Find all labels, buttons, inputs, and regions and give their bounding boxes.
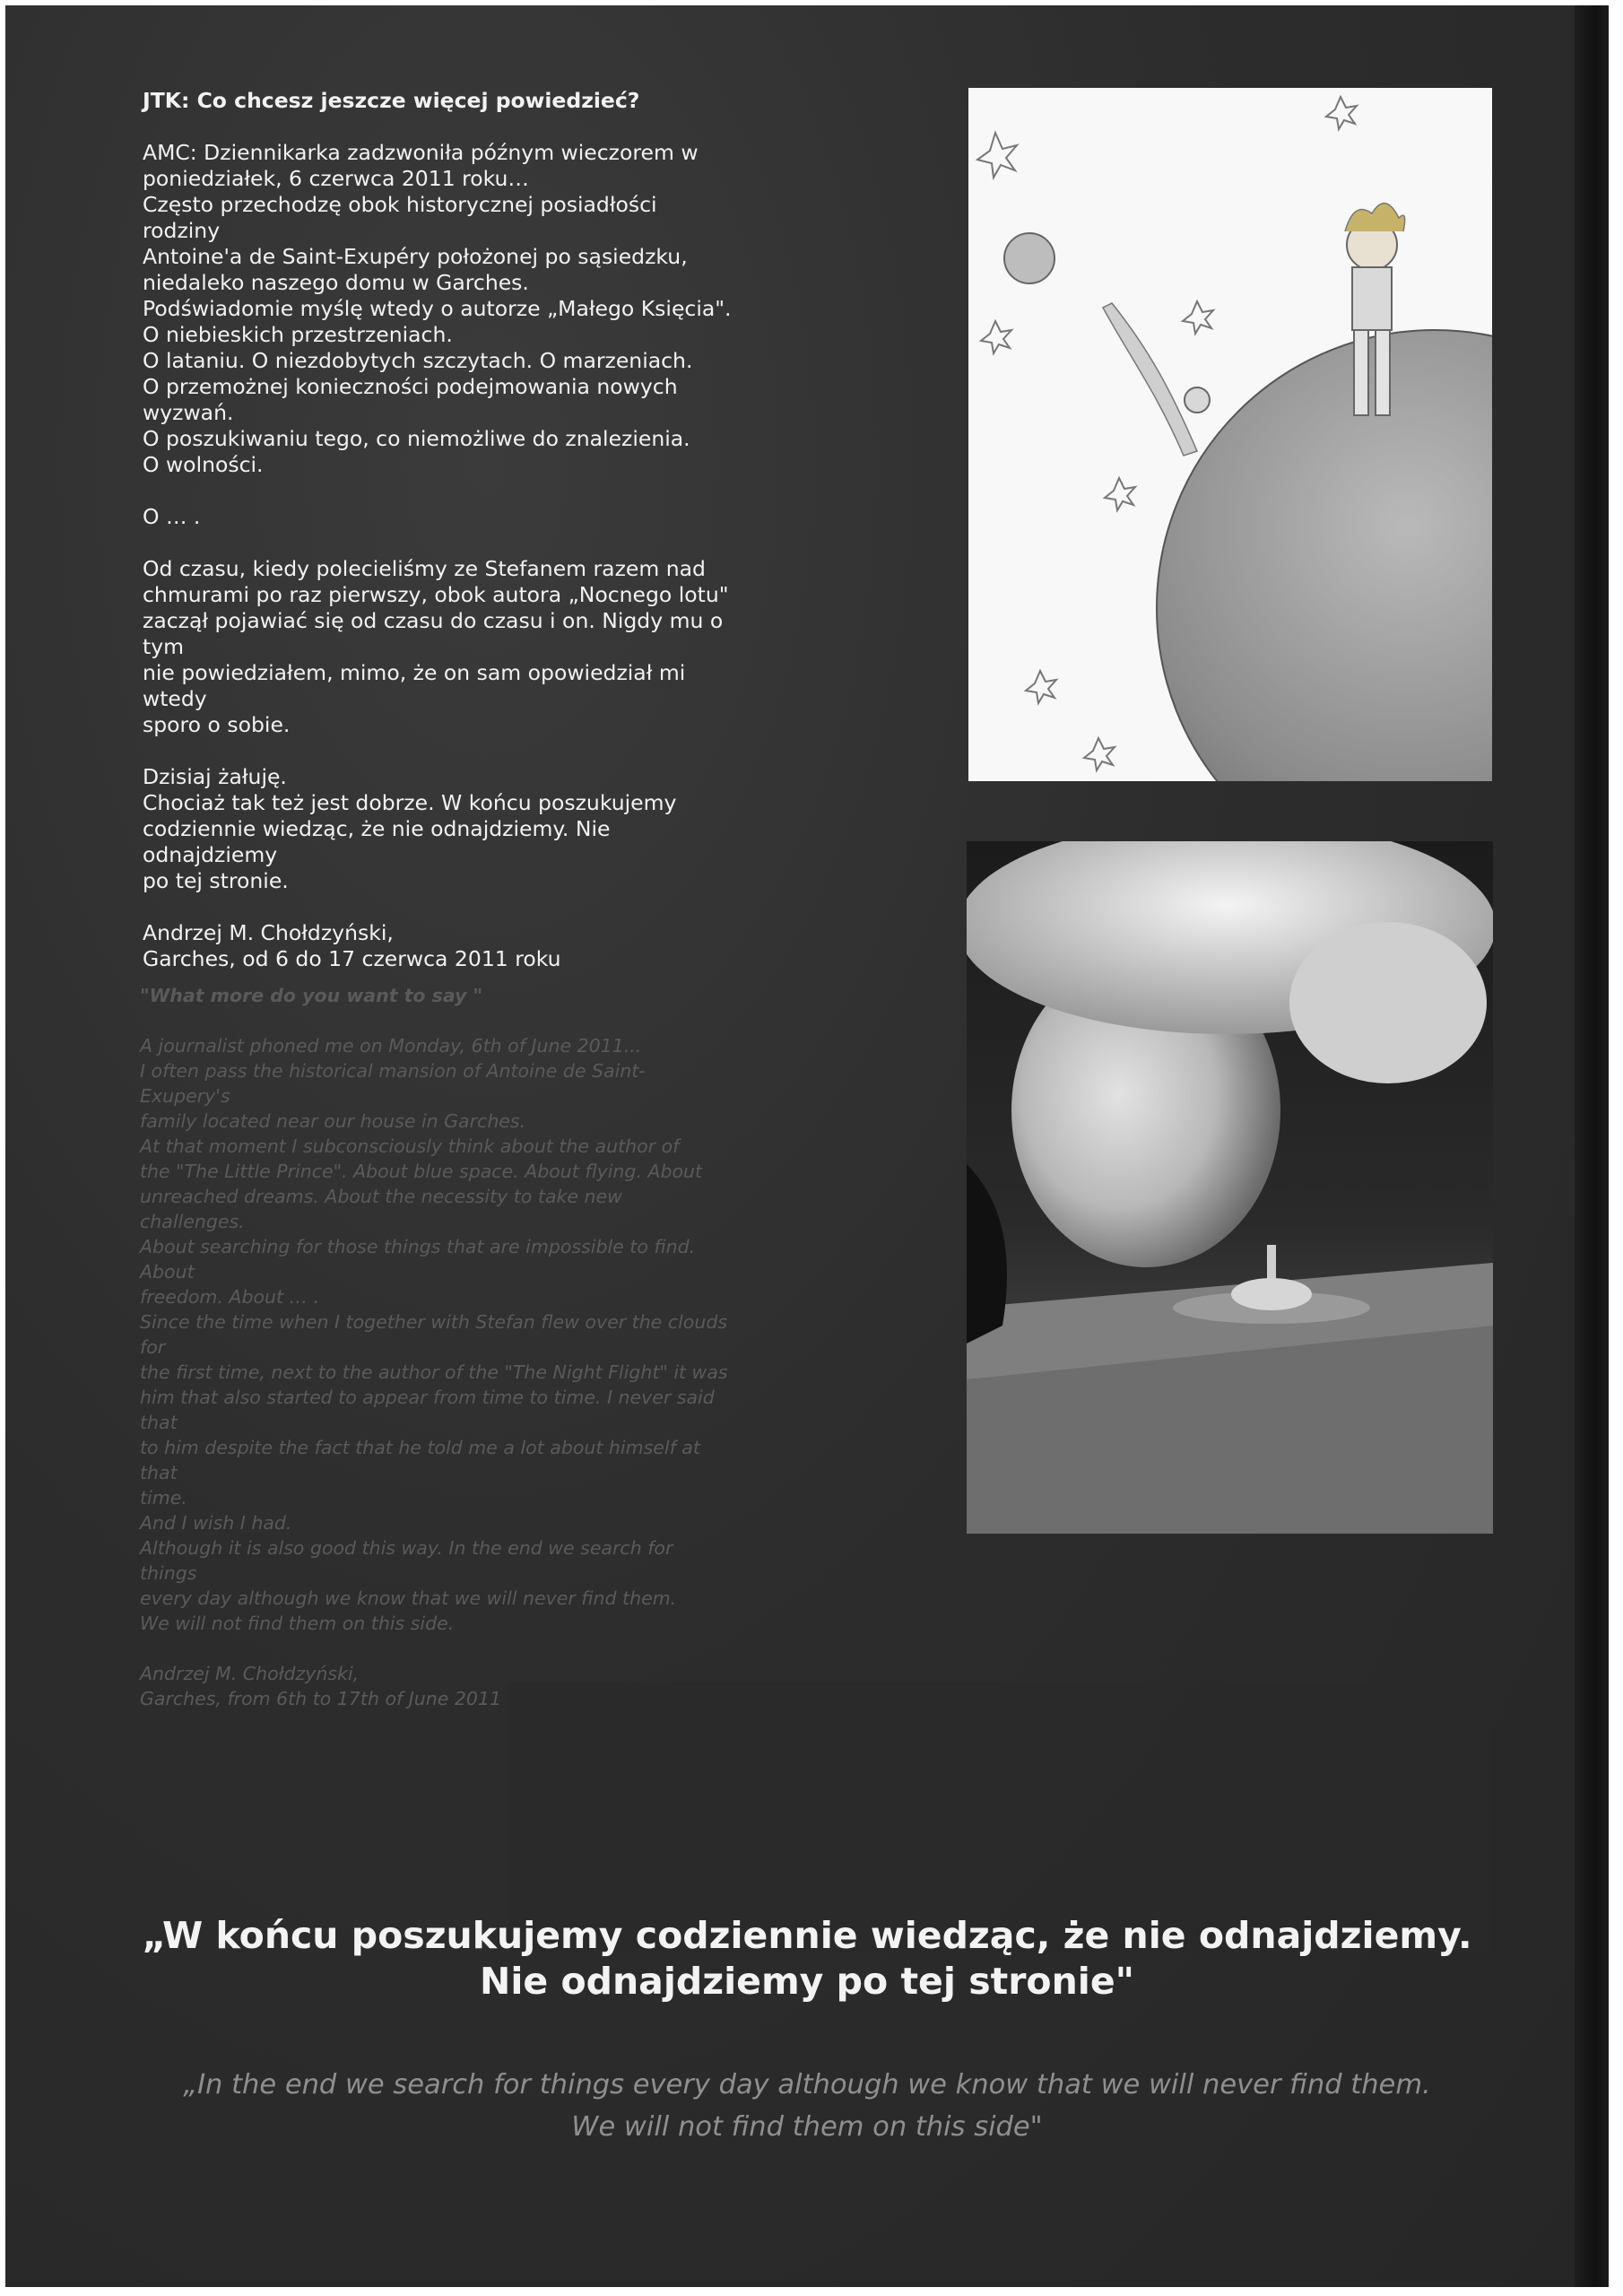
- text-line: Andrzej M. Chołdzyński,: [140, 1663, 360, 1684]
- text-line: codziennie wiedząc, że nie odnajdziemy. Nie odnajdziemy: [143, 816, 611, 867]
- polish-text-column: [143, 88, 734, 998]
- english-pull-quote: [5, 2064, 1609, 2148]
- small-planet: [1004, 233, 1055, 283]
- text-line: Chociaż tak też jest dobrze. W końcu poszukujemy: [143, 790, 677, 815]
- text-line: unreached dreams. About the necessity to take new challenges.: [140, 1186, 622, 1232]
- english-heading: "What more do you want to say ": [140, 985, 483, 1006]
- text-line: About searching for those things that are impossible to find. About: [140, 1236, 696, 1283]
- polish-pull-quote: [5, 1913, 1609, 2005]
- quote-line: „W końcu poszukujemy codziennie wiedząc, że nie odnajdziemy.: [142, 1914, 1472, 1957]
- text-line: freedom. About … .: [140, 1286, 320, 1308]
- text-line: to him despite the fact that he told me a lot about himself at that: [140, 1437, 700, 1483]
- english-text-column: [140, 983, 732, 1736]
- text-line: At that moment I subconsciously think about the author of: [140, 1135, 680, 1157]
- child-with-spinning-top-photo: [967, 841, 1493, 1534]
- text-line: O lataniu. O niezdobytych szczytach. O marzeniach.: [143, 348, 693, 373]
- polish-paragraph-2: [143, 504, 734, 530]
- text-line: O … .: [143, 504, 201, 529]
- text-line: Często przechodzę obok historycznej posiadłości rodziny: [143, 192, 657, 243]
- small-planet: [1185, 387, 1210, 413]
- english-paragraph: [140, 1033, 732, 1636]
- text-line: time.: [140, 1487, 187, 1509]
- text-line: O poszukiwaniu tego, co niemożliwe do znalezienia.: [143, 426, 690, 451]
- text-line: AMC: Dziennikarka zadzwoniła późnym wieczorem w: [143, 140, 699, 165]
- text-line: Dzisiaj żałuję.: [143, 764, 287, 789]
- text-line: poniedziałek, 6 czerwca 2011 roku…: [143, 166, 529, 191]
- text-line: We will not find them on this side.: [140, 1613, 455, 1634]
- text-line: Antoine'a de Saint-Exupéry położonej po sąsiedzku,: [143, 244, 688, 269]
- text-line: family located near our house in Garches.: [140, 1110, 526, 1132]
- quote-line: We will not find them on this side": [571, 2111, 1043, 2143]
- text-line: Garches, from 6th to 17th of June 2011: [140, 1688, 502, 1709]
- text-line: the first time, next to the author of the "The Night Flight" it was: [140, 1361, 728, 1383]
- text-line: zaczął pojawiać się od czasu do czasu i on. Nigdy mu o tym: [143, 608, 724, 659]
- text-line: O przemożnej konieczności podejmowania nowych wyzwań.: [143, 374, 678, 425]
- english-signature: [140, 1661, 732, 1711]
- quote-line: „In the end we search for things every day although we know that we will never find them.: [183, 2069, 1431, 2100]
- text-line: chmurami po raz pierwszy, obok autora „Nocnego lotu": [143, 582, 729, 607]
- text-line: every day although we know that we will never find them.: [140, 1587, 677, 1609]
- text-line: Od czasu, kiedy polecieliśmy ze Stefanem razem nad: [143, 556, 706, 581]
- text-line: Andrzej M. Chołdzyński,: [143, 920, 394, 945]
- child-photo: [967, 841, 1493, 1534]
- polish-heading: JTK: Co chcesz jeszcze więcej powiedzieć?: [143, 88, 640, 113]
- quote-line: Nie odnajdziemy po tej stronie": [480, 1960, 1134, 2003]
- little-prince-drawing: [968, 88, 1492, 781]
- text-line: Podświadomie myślę wtedy o autorze „Małego Księcia".: [143, 296, 732, 321]
- magazine-page: [5, 5, 1609, 2287]
- text-line: Garches, od 6 do 17 czerwca 2011 roku: [143, 946, 561, 971]
- text-line: I often pass the historical mansion of Antoine de Saint-Exupery's: [140, 1060, 646, 1107]
- text-line: him that also started to appear from time to time. I never said that: [140, 1387, 715, 1433]
- text-line: O niebieskich przestrzeniach.: [143, 322, 453, 347]
- text-line: Although it is also good this way. In the end we search for things: [140, 1537, 673, 1584]
- text-line: po tej stronie.: [143, 868, 289, 893]
- polish-paragraph-3: [143, 556, 734, 738]
- text-line: Since the time when I together with Stefan flew over the clouds for: [140, 1311, 728, 1358]
- little-prince-illustration: [968, 88, 1492, 781]
- text-line: niedaleko naszego domu w Garches.: [143, 270, 529, 295]
- text-line: O wolności.: [143, 452, 264, 477]
- polish-paragraph-4: [143, 764, 734, 894]
- text-line: And I wish I had.: [140, 1512, 292, 1534]
- text-line: the "The Little Prince". About blue space. About flying. About: [140, 1161, 703, 1182]
- polish-paragraph-1: [143, 140, 734, 478]
- text-line: sporo o sobie.: [143, 712, 291, 737]
- text-line: nie powiedziałem, mimo, że on sam opowiedział mi wtedy: [143, 660, 686, 711]
- text-line: A journalist phoned me on Monday, 6th of June 2011...: [140, 1035, 642, 1057]
- polish-signature: [143, 920, 734, 972]
